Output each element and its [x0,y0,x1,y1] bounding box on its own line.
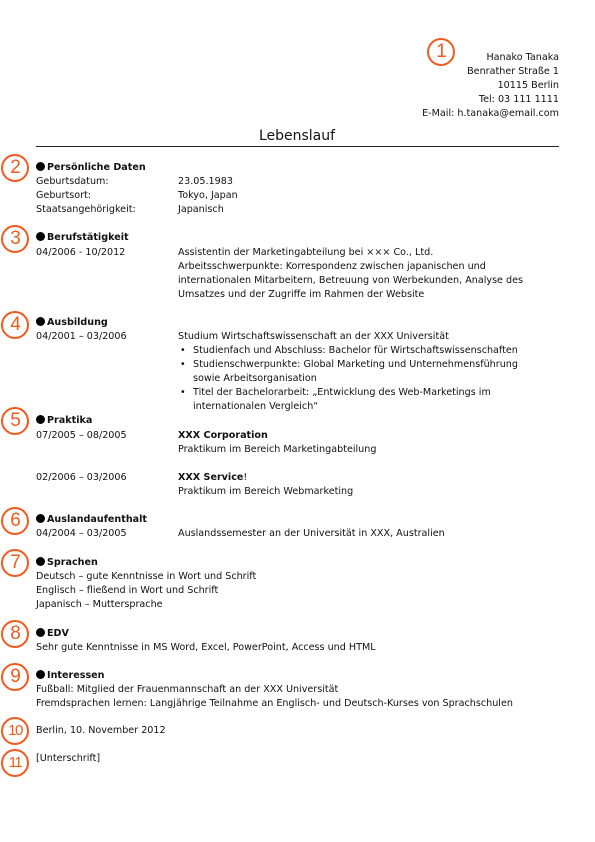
badge-6: 6 [1,507,29,535]
badge-3: 3 [1,225,29,253]
section-heading-edv: EDV [36,627,69,641]
street-address: Benrather Straße 1 [467,66,559,77]
section-heading-interests: Interessen [36,669,105,683]
bullet-dot-icon [36,232,45,241]
section-heading-abroad: Auslandaufenthalt [36,513,147,527]
education-date: 04/2001 – 03/2006 [36,331,127,342]
list-item: • Studienfach und Abschluss: Bachelor für Wirtschaftswissenschaften [178,344,518,358]
language-line: Deutsch – gute Kenntnisse in Wort und Schrift [36,571,257,582]
badge-10: 10 [1,717,29,745]
badge-4: 4 [1,311,29,339]
section-heading-personal: Persönliche Daten [36,161,146,175]
bullet-dot-icon [36,317,45,326]
section-heading-education: Ausbildung [36,316,108,330]
signature-placeholder: [Unterschrift] [36,753,101,764]
list-item: • Studienschwerpunkte: Global Marketing und Unternehmensführung sowie Arbeitsorganisation [178,358,518,386]
email: E-Mail: h.tanaka@email.com [422,108,559,119]
education-study: Studium Wirtschaftswissenschaft an der XXX Universität [178,331,449,342]
applicant-name: Hanako Tanaka [486,52,559,63]
section-heading-languages: Sprachen [36,556,98,570]
document-title: Lebenslauf [258,128,336,144]
value-birthplace: Tokyo, Japan [178,190,238,201]
internship-date: 07/2005 – 08/2005 [36,430,127,441]
language-line: Japanisch – Muttersprache [36,599,163,610]
title-divider [36,146,559,147]
badge-5: 5 [1,407,29,435]
work-description-line: Arbeitsschwerpunkte: Korrespondenz zwischen japanischen und [178,261,486,272]
value-birthdate: 23.05.1983 [178,176,233,187]
label-birthplace: Geburtsort: [36,190,92,201]
internship-company: XXX Corporation [178,430,268,441]
badge-7: 7 [1,549,29,577]
bullet-dot-icon [36,670,45,679]
bullet-dot-icon [36,557,45,566]
work-date: 04/2006 - 10/2012 [36,247,126,258]
internship-date: 02/2006 – 03/2006 [36,472,127,483]
badge-1: 1 [427,38,455,66]
work-description-line: internationalen Mitarbeitern, Betreuung von Werbekunden, Analyse des [178,275,524,286]
interest-line: Fremdsprachen lernen: Langjährige Teilnahme an Englisch- und Deutsch-Kurses von Sprachschulen [36,698,513,709]
bullet-dot-icon [36,628,45,637]
badge-11: 11 [1,749,29,777]
work-position: Assistentin der Marketingabteilung bei ××× Co., Ltd. [178,247,434,258]
value-nationality: Japanisch [178,204,224,215]
telephone: Tel: 03 111 1111 [478,94,559,105]
abroad-date: 04/2004 – 03/2005 [36,528,127,539]
badge-2: 2 [1,154,29,182]
place-date: Berlin, 10. November 2012 [36,725,166,736]
internship-company: XXX Service! [178,472,248,483]
list-item: • Titel der Bachelorarbeit: „Entwicklung des Web-Marketings im internationalen Vergleich“ [178,386,518,414]
label-nationality: Staatsangehörigkeit: [36,204,136,215]
language-line: Englisch – fließend in Wort und Schrift [36,585,219,596]
internship-description: Praktikum im Bereich Marketingabteilung [178,444,377,455]
city: 10115 Berlin [497,80,559,91]
section-heading-internships: Praktika [36,414,92,428]
education-details-list [178,344,518,414]
bullet-dot-icon [36,514,45,523]
label-birthdate: Geburtsdatum: [36,176,109,187]
bullet-dot-icon [36,162,45,171]
badge-9: 9 [1,663,29,691]
interest-line: Fußball: Mitglied der Frauenmannschaft an der XXX Universität [36,684,339,695]
work-description-line: Umsatzes und der Zugriffe im Rahmen der Website [178,289,425,300]
bullet-dot-icon [36,415,45,424]
internship-description: Praktikum im Bereich Webmarketing [178,486,354,497]
section-heading-work: Berufstätigkeit [36,231,129,245]
badge-8: 8 [1,620,29,648]
edv-skills: Sehr gute Kenntnisse in MS Word, Excel, PowerPoint, Access und HTML [36,642,376,653]
abroad-description: Auslandssemester an der Universität in XXX, Australien [178,528,445,539]
